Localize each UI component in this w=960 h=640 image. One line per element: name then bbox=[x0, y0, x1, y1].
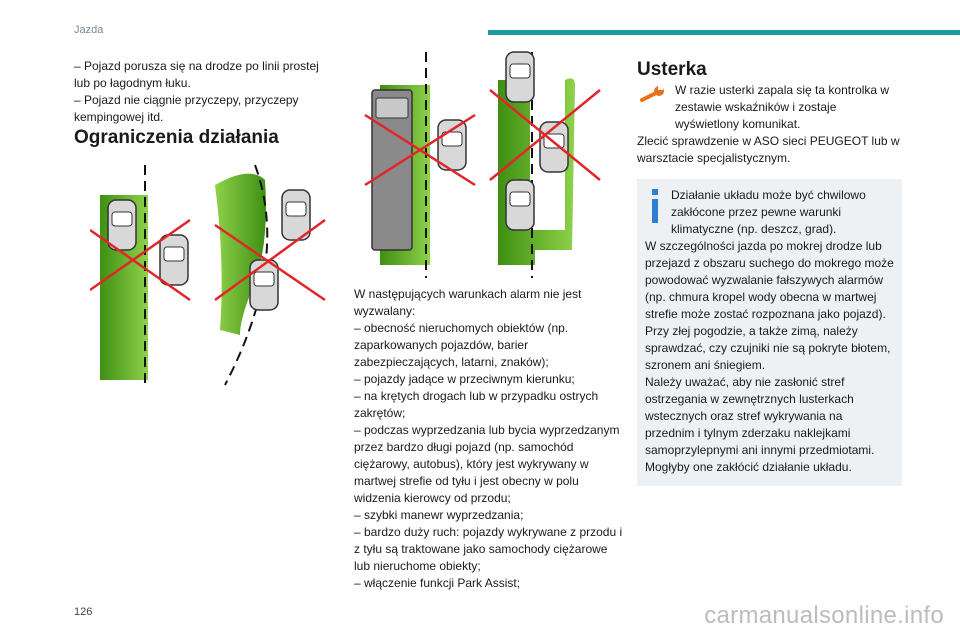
info-icon bbox=[649, 189, 661, 223]
info-note-box bbox=[637, 179, 902, 486]
illustration-truck-and-overtaking bbox=[360, 50, 630, 280]
condition-item: – obecność nieruchomych obiektów (np. zaparkowanych pojazdów, barier zabezpieczających, latarni, znaków); bbox=[354, 321, 569, 369]
car bbox=[108, 200, 136, 250]
section-heading-fault: Usterka bbox=[637, 59, 707, 80]
fault-text: W razie usterki zapala się ta kontrolka w zestawie wskaźników i zostaje wyświetlony komunikat. bbox=[675, 83, 890, 131]
car bbox=[250, 260, 278, 310]
note-text: Przy złej pogodzie, a także zimą, należy sprawdzać, czy czujniki nie są pokryte błotem, szronem ani śniegiem. bbox=[645, 324, 891, 372]
car bbox=[438, 120, 466, 170]
watermark-text: carmanualsonline.info bbox=[704, 602, 944, 629]
condition-item: – Pojazd nie ciągnie przyczepy, przyczepy kempingowej itd. bbox=[74, 93, 299, 124]
column-1 bbox=[74, 58, 334, 150]
intro-text: W następujących warunkach alarm nie jest wyzwalany: bbox=[354, 287, 582, 318]
fault-paragraph bbox=[637, 82, 902, 133]
car bbox=[506, 180, 534, 230]
note-first-paragraph bbox=[645, 187, 894, 238]
column-3 bbox=[637, 58, 902, 486]
note-text: Działanie układu może być chwilowo zakłócone przez pewne warunki klimatyczne (np. deszcz, grad). bbox=[671, 188, 866, 236]
condition-item: – pojazdy jadące w przeciwnym kierunku; bbox=[354, 372, 575, 386]
car bbox=[540, 122, 568, 172]
condition-item: – na krętych drogach lub w przypadku ostrych zakrętów; bbox=[354, 389, 599, 420]
fault-action-text: Zlecić sprawdzenie w ASO sieci PEUGEOT lub w warsztacie specjalistycznym. bbox=[637, 134, 900, 165]
note-text: W szczególności jazda po mokrej drodze lub przejazd z obszaru suchego do mokrego może powodować wyzwalanie fałszywych alarmów (np. chmura kropel wody obecna w martwej strefie może zostać rozpoznana jako pojazd). bbox=[645, 239, 894, 321]
truck bbox=[372, 90, 412, 250]
car bbox=[506, 52, 534, 102]
car bbox=[160, 235, 188, 285]
condition-item: – włączenie funkcji Park Assist; bbox=[354, 576, 521, 590]
wrench-warning-icon bbox=[637, 82, 669, 110]
header-accent-rule bbox=[488, 30, 960, 35]
illustration-curve-limitations bbox=[90, 160, 330, 390]
page-number: 126 bbox=[74, 606, 93, 618]
note-text: Należy uważać, aby nie zasłonić stref ostrzegania w zewnętrznych lusterkach wstecznych oraz stref wykrywania na przednim i tylnym zderzaku naklejkami samoprzylepnymi ani innymi przedmiotami. Mogłyby one zakłócić działanie układu. bbox=[645, 375, 875, 474]
condition-item: – podczas wyprzedzania lub bycia wyprzedzanym przez bardzo długi pojazd (np. samochód ciężarowy, autobus), który jest wykrywany w martwej strefie od tyłu i jest obecny w polu widzenia kierowcy od przodu; bbox=[354, 423, 620, 505]
condition-item: – bardzo duży ruch: pojazdy wykrywane z przodu i z tyłu są traktowane jako samochody ciężarowe lub nieruchome obiekty; bbox=[354, 525, 623, 573]
condition-item: – Pojazd porusza się na drodze po linii prostej lub po łagodnym łuku. bbox=[74, 59, 319, 90]
section-heading-limitations: Ograniczenia działania bbox=[74, 127, 279, 148]
header-section-label: Jazda bbox=[74, 24, 104, 36]
column-2 bbox=[354, 286, 624, 592]
condition-item: – szybki manewr wyprzedzania; bbox=[354, 508, 524, 522]
